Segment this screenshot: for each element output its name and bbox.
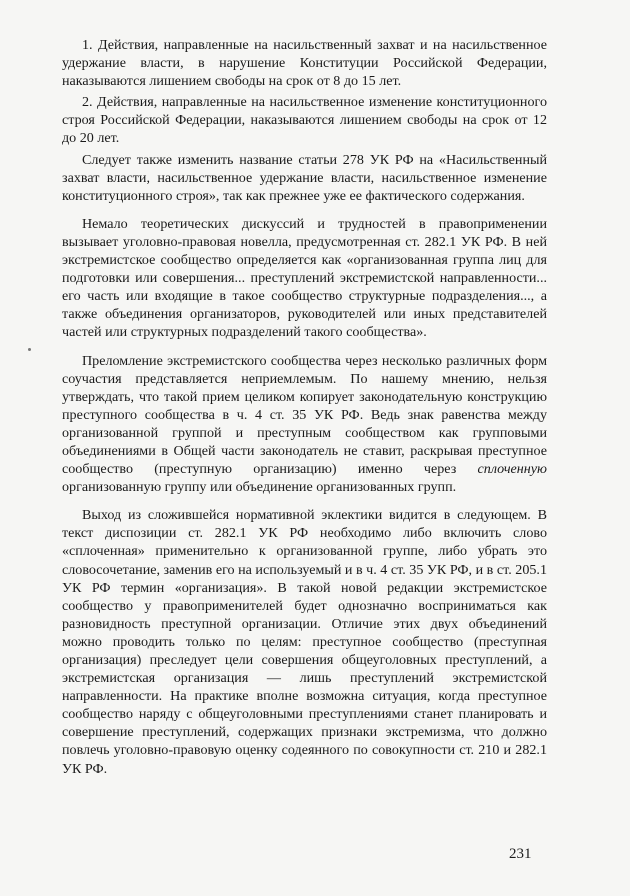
paragraph-extremist-community: Немало теоретических дискуссий и трудностей в правоприменении вызывает уголовно-правовая новелла, предусмотренная ст. 282.1 УК РФ. В ней экстремистское сообщество определяется как «организованная группа лиц для подготовки или совершения... преступлений экстремистской направленности... его часть или входящие в такое сообщество структурные подразделения..., а также объединения организаторов, руководителей или иных представителей частей или структурных подразделений такого сообщества». xyxy=(62,215,547,341)
emphasis-cohesive: сплоченную xyxy=(477,461,547,478)
paragraph-normative-eclecticism: Выход из сложившейся нормативной эклектики видится в следующем. В текст диспозиции ст. 282.1 УК РФ необходимо либо включить слово «сплоченная» применительно к организованной группе, либо убрать это словосочетание, заменив его на используемый и в ч. 4 ст. 35 УК РФ, и в ст. 205.1 УК РФ термин «организация». В такой новой редакции экстремистское сообщество у правоприменителей будет однозначно восприниматься как разновидность преступной организации. Отличие этих двух объединений можно проводить только по целям: преступное сообщество (преступная организация) преследует цели совершения общеуголовных преступлений, а экстремистская организация — лишь преступлений экстремистской направленности. На практике вполне возможна ситуация, когда преступное сообщество наряду с общеуголовными преступлениями станет планировать и совершение преступлений, содержащих признаки экстремизма, что должно повлечь уголовно-правовую оценку содеянного по совокупности ст. 210 и 282.1 УК РФ. xyxy=(62,507,547,777)
page-number: 231 xyxy=(509,846,532,862)
document-page xyxy=(62,36,547,778)
paragraph-complicity-text-before: Преломление экстремистского сообщества через несколько различных форм соучастия представляется неприемлемым. По нашему мнению, нельзя утверждать, что такой прием целиком копирует законодательную конструкцию преступного сообщества в ч. 4 ст. 35 УК РФ. Ведь знак равенства между организованной группой и преступным сообществом как групповыми объединениями в Общей части законодатель не ставит, раскрывая преступное сообщество (преступную организацию) именно через xyxy=(62,352,547,478)
paragraph-complicity-forms xyxy=(62,352,547,497)
paragraph-complicity-text-after: организованную группу или объединение организованных групп. xyxy=(62,479,457,496)
paragraph-rename-article: Следует также изменить название статьи 278 УК РФ на «Насильственный захват власти, насильственное удержание власти, насильственное изменение конституционного строя», так как прежнее уже ее фактического содержания. xyxy=(62,151,547,204)
paragraph-article-part-1: 1. Действия, направленные на насильственный захват и на насильственное удержание власти, в нарушение Конституции Российской Федерации, наказываются лишением свободы на срок от 8 до 15 лет. xyxy=(62,37,547,90)
paragraph-article-part-2: 2. Действия, направленные на насильственное изменение конституционного строя Российской Федерации, наказываются лишением свободы на срок от 12 до 20 лет. xyxy=(62,94,547,147)
scan-speck xyxy=(28,348,31,351)
